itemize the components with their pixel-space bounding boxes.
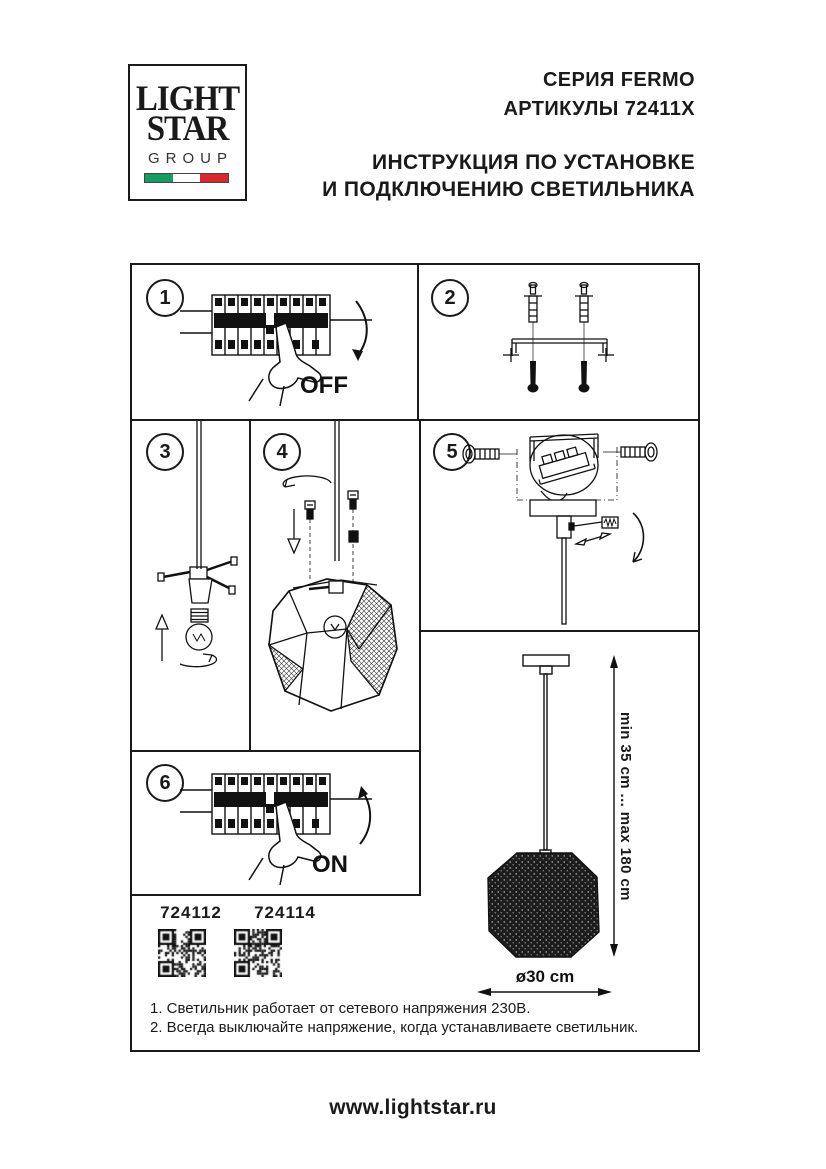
spring-icon <box>602 517 618 528</box>
series-title: СЕРИЯ FERMO <box>542 69 695 91</box>
safety-notes <box>150 999 690 1037</box>
instruction-title-line2: И ПОДКЛЮЧЕНИЮ СВЕТИЛЬНИКА <box>322 178 695 201</box>
qr-labels <box>152 903 412 923</box>
step-3-drawing-bulb-install <box>132 421 249 750</box>
rotate-arrow-icon <box>180 654 217 667</box>
qr-label-724114: 724114 <box>254 903 316 922</box>
qr-codes <box>158 929 282 977</box>
step-1-number: 1 <box>146 279 184 317</box>
shade-polyhedron-icon <box>269 579 397 711</box>
wall-anchor-icon <box>575 283 593 323</box>
flag-white <box>173 174 201 182</box>
articles-title: АРТИКУЛЫ 72411X <box>503 98 695 120</box>
logo-word-light: LIGHT <box>135 79 240 119</box>
step-1-label: OFF <box>300 372 348 399</box>
step-4-drawing-shade-assembly <box>249 421 419 750</box>
rotate-arrow-icon <box>283 476 331 487</box>
step-3-number: 3 <box>146 433 184 471</box>
note-1: 1. Светильник работает от сетевого напряжения 230В. <box>150 1000 531 1017</box>
diameter-dimension-line <box>477 988 612 996</box>
double-arrow-icon <box>576 533 610 545</box>
step-2-number: 2 <box>431 279 469 317</box>
note-2: 2. Всегда выключайте напряжение, когда устанавливаете светильник. <box>150 1019 639 1036</box>
step-1-drawing-breaker-off <box>132 265 417 419</box>
step-5-drawing-ceiling-mount <box>421 421 698 630</box>
canopy-icon <box>530 500 596 516</box>
terminal-block-magnifier-icon <box>530 435 598 501</box>
step-5-number: 5 <box>433 433 471 471</box>
step-6-drawing-breaker-on <box>132 752 419 894</box>
rod-icon <box>562 538 566 624</box>
arrow-up-icon <box>156 615 168 661</box>
arrow-up-icon <box>358 786 370 844</box>
logo-word-group: GROUP <box>147 150 233 167</box>
light-bulb-icon <box>186 609 212 650</box>
logo-word-star: STAR <box>146 109 229 149</box>
qr-code-724114 <box>234 929 282 977</box>
height-range-label: min 35 cm ... max 180 cm <box>617 712 634 901</box>
rotate-arrow-icon <box>633 513 644 562</box>
flag-green <box>145 174 173 182</box>
shade-icon <box>488 853 599 957</box>
instruction-title-line1: ИНСТРУКЦИЯ ПО УСТАНОВКЕ <box>371 151 695 174</box>
rod-icon <box>544 674 547 850</box>
divider <box>132 894 421 896</box>
step-4-number: 4 <box>263 433 301 471</box>
screw-icon <box>463 445 517 463</box>
pendant-dimension-figure <box>419 632 698 1050</box>
lightstar-logo <box>128 64 247 201</box>
step-6-label: ON <box>312 851 348 878</box>
screw-icon <box>348 491 358 589</box>
screw-icon <box>528 361 590 393</box>
canopy-icon <box>523 655 569 666</box>
screw-icon <box>305 501 315 579</box>
italian-flag-bar <box>144 173 229 183</box>
screw-icon <box>603 443 657 461</box>
arrow-down-icon <box>288 509 300 553</box>
step-2-drawing-mounting-kit <box>417 265 698 419</box>
flag-red <box>200 174 228 182</box>
mounting-bar-icon <box>530 434 598 461</box>
wall-anchor-icon <box>524 283 542 323</box>
website-url: www.lightstar.ru <box>329 1096 497 1119</box>
step-6-number: 6 <box>146 764 184 802</box>
arrow-down-icon <box>352 301 367 361</box>
header <box>300 66 695 203</box>
diameter-label: ø30 cm <box>515 967 575 986</box>
qr-label-724112: 724112 <box>160 903 222 922</box>
qr-code-724112 <box>158 929 206 977</box>
mounting-bar-icon <box>503 339 614 362</box>
